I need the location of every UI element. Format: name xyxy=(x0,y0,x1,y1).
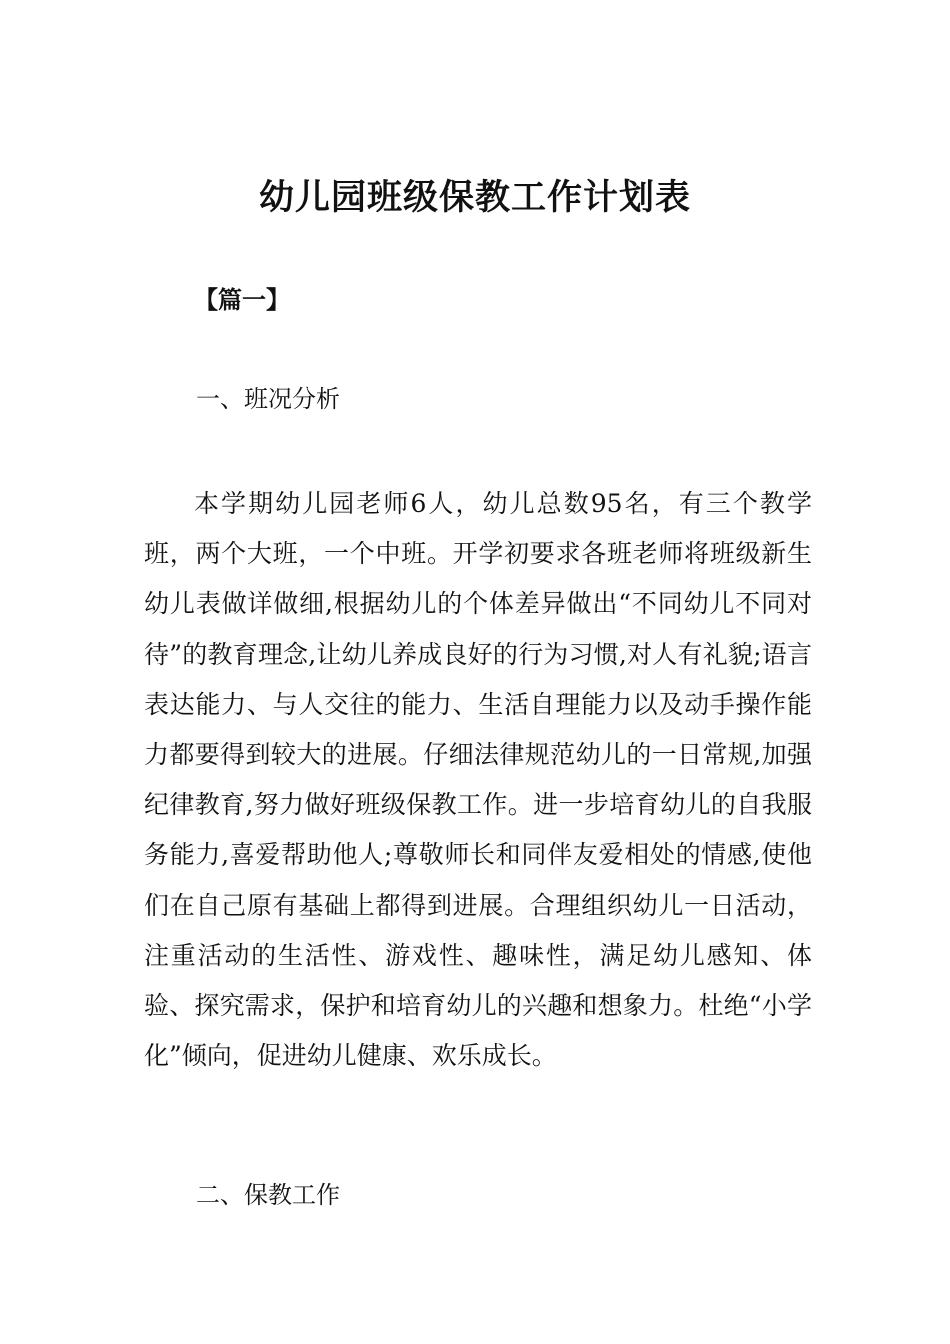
heading-care-education-work: 二、保教工作 xyxy=(196,1181,340,1209)
document-title: 幼儿园班级保教工作计划表 xyxy=(258,178,691,218)
heading-class-analysis: 一、班况分析 xyxy=(196,385,340,413)
section-tag: 【篇一】 xyxy=(194,286,290,314)
body-paragraph: 本学期幼儿园老师6人，幼儿总数95名，有三个教学班，两个大班，一个中班。开学初要求各班老师将班级新生幼儿表做详做细,根据幼儿的个体差异做出“不同幼儿不同对待”的教育理念,让幼儿养成良好的行为习惯,对人有礼貌;语言表达能力、与人交往的能力、生活自理能力以及动手操作能力都要得到较大的进展。仔细法律规范幼儿的一日常规,加强纪律教育,努力做好班级保教工作。进一步培育幼儿的自我服务能力,喜爱帮助他人;尊敬师长和同伴友爱相处的情感,使他们在自己原有基础上都得到进展。合理组织幼儿一日活动，注重活动的生活性、游戏性、趣味性，满足幼儿感知、体验、探究需求，保护和培育幼儿的兴趣和想象力。杜绝“小学化”倾向，促进幼儿健康、欢乐成长。 xyxy=(144,489,812,1071)
